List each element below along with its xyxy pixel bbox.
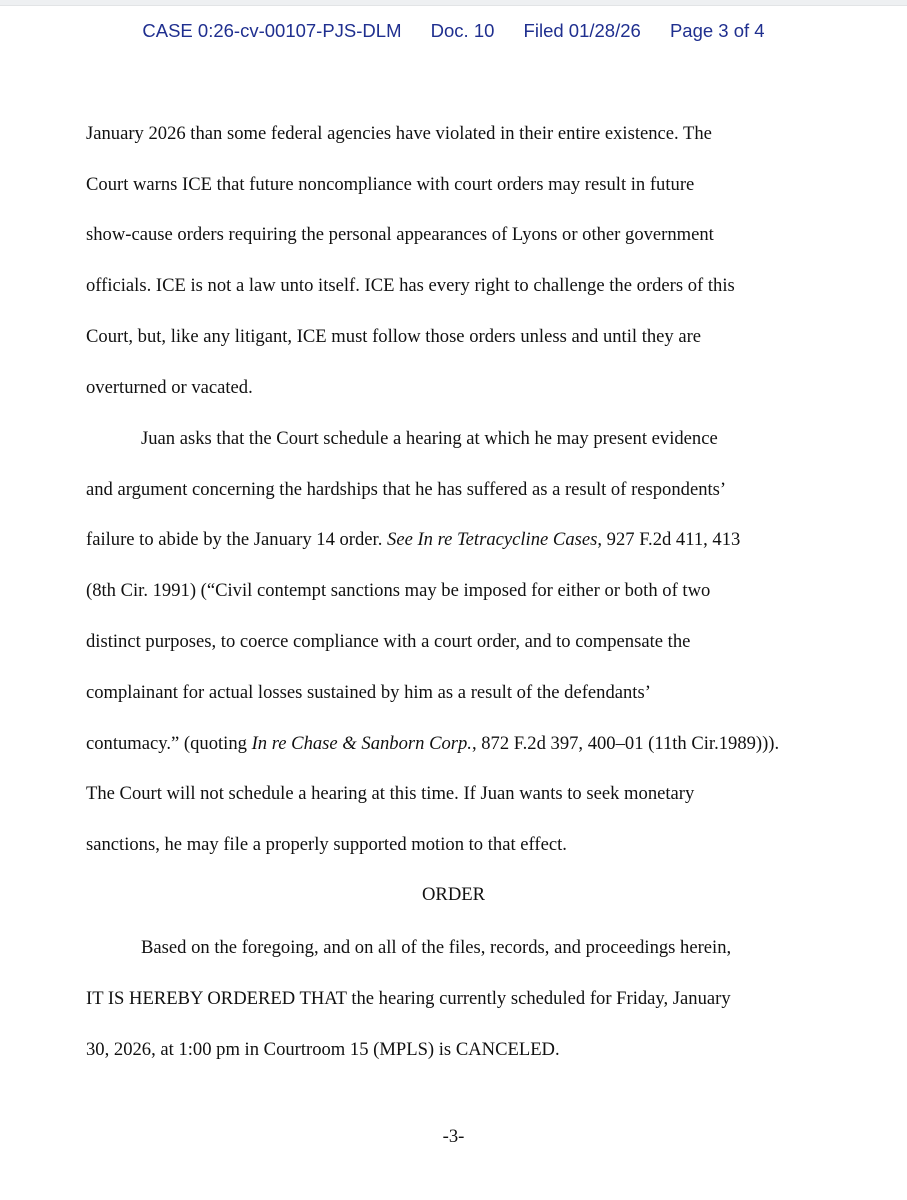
body-line: Court, but, like any litigant, ICE must follow those orders unless and until they are — [86, 326, 702, 347]
body-line: January 2026 than some federal agencies have violated in their entire existence. The — [86, 123, 712, 144]
body-line: and argument concerning the hardships that he has suffered as a result of respondents’ — [86, 479, 727, 500]
text-run: , 872 F.2d 397, 400–01 (11th Cir.1989))). — [471, 733, 780, 754]
page-indicator: Page 3 of 4 — [669, 20, 765, 41]
body-line: complainant for actual losses sustained by him as a result of the defendants’ — [86, 682, 651, 703]
body-line: Based on the foregoing, and on all of the files, records, and proceedings herein, — [141, 937, 732, 958]
body-line: IT IS HEREBY ORDERED THAT the hearing currently scheduled for Friday, January — [86, 988, 731, 1009]
body-line — [86, 528, 740, 552]
text-run: contumacy.” (quoting — [86, 733, 252, 754]
body-line: officials. ICE is not a law unto itself. ICE has every right to challenge the orders of this — [86, 275, 735, 296]
text-run: , 927 F.2d 411, 413 — [597, 529, 741, 550]
case-citation: See In re Tetracycline Cases — [387, 529, 598, 550]
body-line: overturned or vacated. — [86, 377, 253, 398]
ecf-header — [0, 20, 907, 42]
body-line: sanctions, he may file a properly supported motion to that effect. — [86, 834, 567, 855]
body-line: 30, 2026, at 1:00 pm in Courtroom 15 (MPLS) is CANCELED. — [86, 1039, 560, 1060]
viewer-top-bar — [0, 0, 907, 6]
body-line: Court warns ICE that future noncompliance with court orders may result in future — [86, 174, 695, 195]
document-number: Doc. 10 — [430, 20, 495, 41]
case-citation: In re Chase & Sanborn Corp. — [251, 733, 472, 754]
body-line — [86, 732, 779, 756]
body-line: Juan asks that the Court schedule a hearing at which he may present evidence — [141, 428, 718, 449]
text-run: failure to abide by the January 14 order. — [86, 529, 388, 550]
body-line: distinct purposes, to coerce compliance with a court order, and to compensate the — [86, 631, 691, 652]
body-line: (8th Cir. 1991) (“Civil contempt sanctions may be imposed for either or both of two — [86, 580, 711, 601]
filed-date: Filed 01/28/26 — [523, 20, 641, 41]
case-number: CASE 0:26-cv-00107-PJS-DLM — [142, 20, 402, 41]
body-line: The Court will not schedule a hearing at this time. If Juan wants to seek monetary — [86, 783, 695, 804]
order-heading: ORDER — [421, 884, 486, 905]
body-line: show-cause orders requiring the personal appearances of Lyons or other government — [86, 224, 714, 245]
page-number: -3- — [442, 1126, 465, 1147]
